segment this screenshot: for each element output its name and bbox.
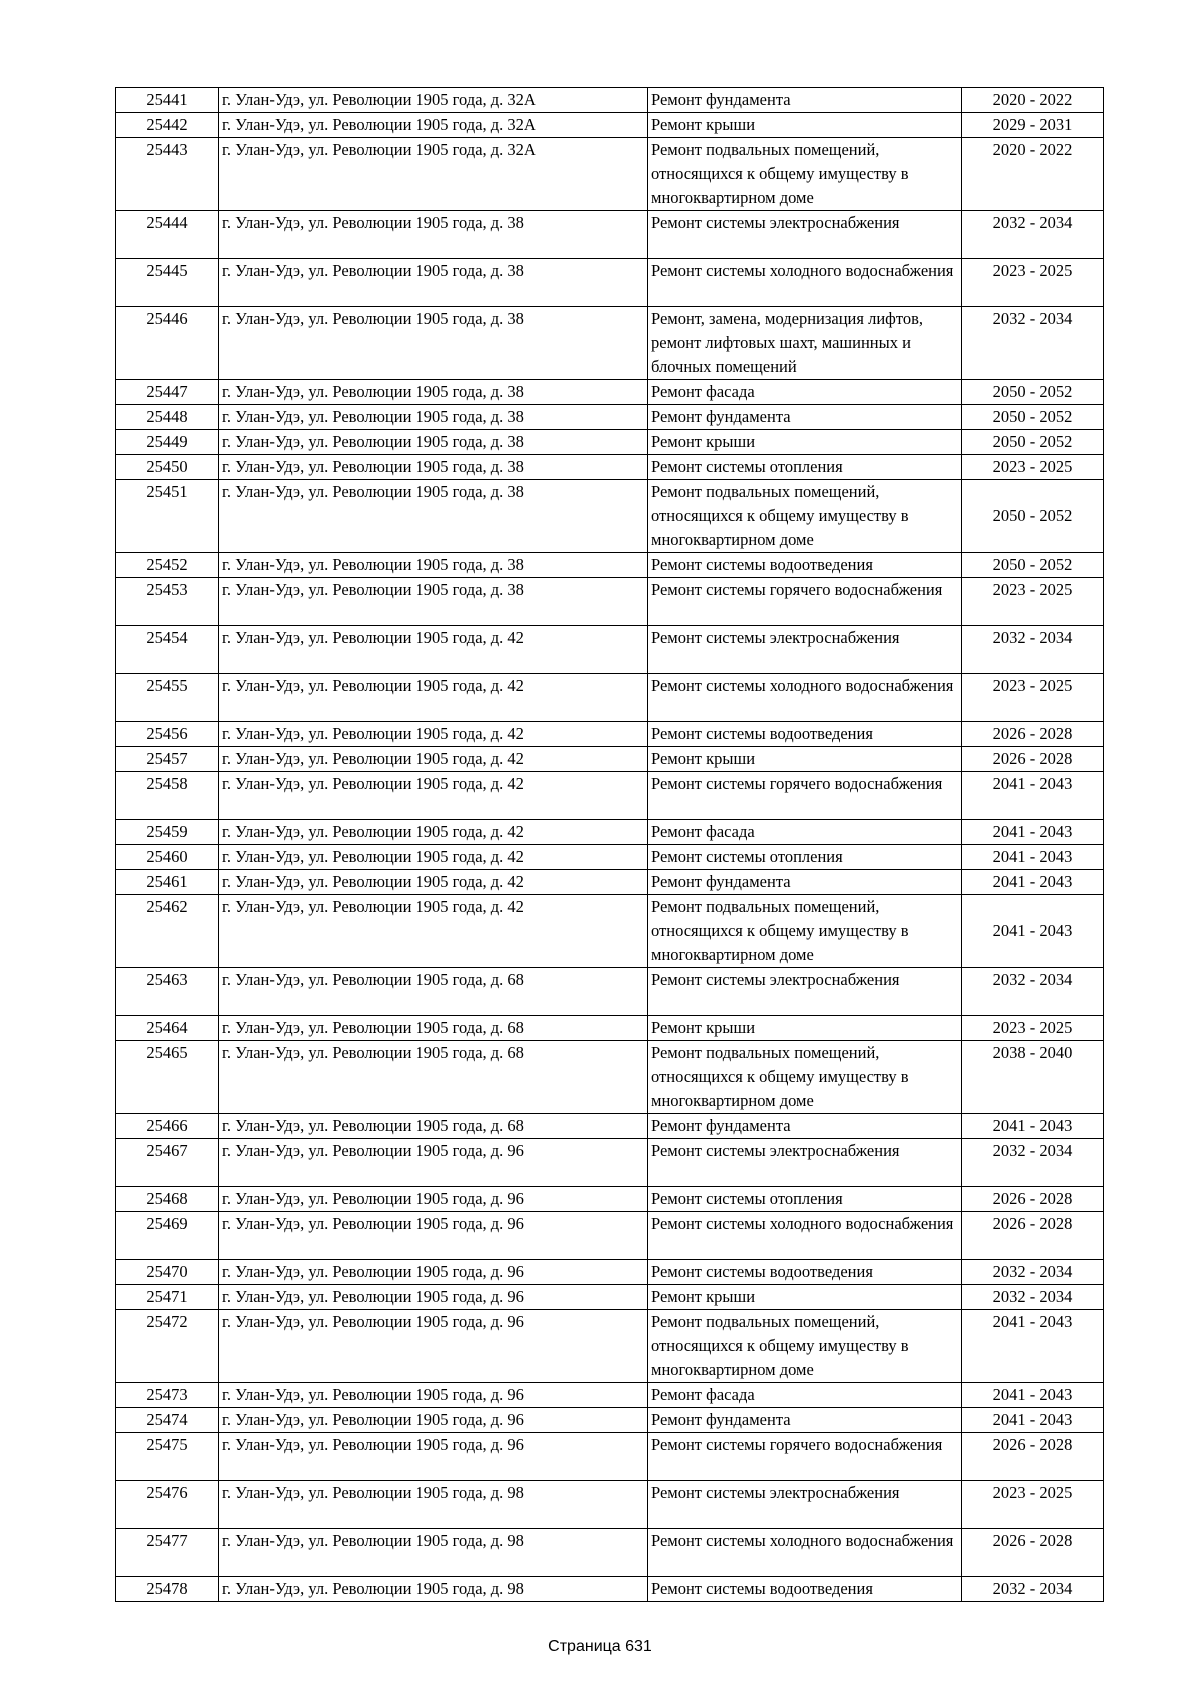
cell-period: 2038 - 2040 [962, 1041, 1104, 1114]
cell-number: 25459 [116, 820, 219, 845]
cell-period: 2032 - 2034 [962, 1285, 1104, 1310]
table-row [116, 870, 1104, 895]
table-row [116, 1577, 1104, 1602]
table-row [116, 578, 1104, 626]
cell-number: 25454 [116, 626, 219, 674]
cell-address: г. Улан-Удэ, ул. Революции 1905 года, д. 96 [219, 1310, 648, 1383]
cell-address: г. Улан-Удэ, ул. Революции 1905 года, д. 96 [219, 1212, 648, 1260]
cell-number: 25471 [116, 1285, 219, 1310]
cell-work-type: Ремонт системы горячего водоснабжения [648, 772, 962, 820]
cell-period: 2041 - 2043 [962, 845, 1104, 870]
cell-address: г. Улан-Удэ, ул. Революции 1905 года, д. 32А [219, 138, 648, 211]
cell-period: 2041 - 2043 [962, 1408, 1104, 1433]
page-number: Страница 631 [548, 1638, 652, 1655]
table-row [116, 1016, 1104, 1041]
table-row [116, 820, 1104, 845]
table-row [116, 405, 1104, 430]
cell-address: г. Улан-Удэ, ул. Революции 1905 года, д. 98 [219, 1481, 648, 1529]
cell-work-type: Ремонт системы холодного водоснабжения [648, 1529, 962, 1577]
cell-work-type: Ремонт системы электроснабжения [648, 626, 962, 674]
cell-number: 25465 [116, 1041, 219, 1114]
cell-number: 25446 [116, 307, 219, 380]
cell-period: 2032 - 2034 [962, 1139, 1104, 1187]
cell-work-type: Ремонт системы холодного водоснабжения [648, 1212, 962, 1260]
cell-period: 2050 - 2052 [962, 405, 1104, 430]
cell-number: 25453 [116, 578, 219, 626]
table-row [116, 1260, 1104, 1285]
cell-period: 2029 - 2031 [962, 113, 1104, 138]
cell-period: 2041 - 2043 [962, 1310, 1104, 1383]
table-row [116, 845, 1104, 870]
cell-number: 25444 [116, 211, 219, 259]
cell-period: 2023 - 2025 [962, 674, 1104, 722]
table-row [116, 1529, 1104, 1577]
cell-work-type: Ремонт фундамента [648, 1114, 962, 1139]
cell-address: г. Улан-Удэ, ул. Революции 1905 года, д. 68 [219, 1114, 648, 1139]
table-row [116, 968, 1104, 1016]
cell-number: 25460 [116, 845, 219, 870]
cell-number: 25452 [116, 553, 219, 578]
table-row [116, 1212, 1104, 1260]
table-row [116, 674, 1104, 722]
cell-work-type: Ремонт системы электроснабжения [648, 968, 962, 1016]
table-row [116, 259, 1104, 307]
cell-work-type: Ремонт подвальных помещений, относящихся к общему имуществу в многоквартирном доме [648, 138, 962, 211]
cell-address: г. Улан-Удэ, ул. Революции 1905 года, д. 96 [219, 1433, 648, 1481]
cell-period: 2032 - 2034 [962, 307, 1104, 380]
cell-address: г. Улан-Удэ, ул. Революции 1905 года, д. 38 [219, 259, 648, 307]
table-row [116, 1114, 1104, 1139]
cell-work-type: Ремонт фасада [648, 820, 962, 845]
cell-address: г. Улан-Удэ, ул. Революции 1905 года, д. 96 [219, 1408, 648, 1433]
cell-work-type: Ремонт системы отопления [648, 845, 962, 870]
table-row [116, 307, 1104, 380]
cell-period: 2026 - 2028 [962, 1433, 1104, 1481]
cell-work-type: Ремонт подвальных помещений, относящихся к общему имуществу в многоквартирном доме [648, 480, 962, 553]
cell-number: 25447 [116, 380, 219, 405]
cell-period: 2032 - 2034 [962, 626, 1104, 674]
cell-period: 2050 - 2052 [962, 430, 1104, 455]
table-row [116, 430, 1104, 455]
table-row [116, 895, 1104, 968]
cell-work-type: Ремонт крыши [648, 747, 962, 772]
cell-address: г. Улан-Удэ, ул. Революции 1905 года, д. 38 [219, 455, 648, 480]
cell-work-type: Ремонт системы горячего водоснабжения [648, 578, 962, 626]
cell-period: 2041 - 2043 [962, 1114, 1104, 1139]
cell-period: 2041 - 2043 [962, 820, 1104, 845]
cell-number: 25472 [116, 1310, 219, 1383]
cell-work-type: Ремонт системы горячего водоснабжения [648, 1433, 962, 1481]
cell-period: 2032 - 2034 [962, 1577, 1104, 1602]
cell-period: 2026 - 2028 [962, 1529, 1104, 1577]
cell-address: г. Улан-Удэ, ул. Революции 1905 года, д. 38 [219, 553, 648, 578]
table-row [116, 455, 1104, 480]
cell-work-type: Ремонт системы электроснабжения [648, 211, 962, 259]
cell-period: 2023 - 2025 [962, 455, 1104, 480]
cell-period: 2026 - 2028 [962, 722, 1104, 747]
cell-address: г. Улан-Удэ, ул. Революции 1905 года, д. 42 [219, 895, 648, 968]
cell-number: 25449 [116, 430, 219, 455]
cell-period: 2032 - 2034 [962, 1260, 1104, 1285]
cell-work-type: Ремонт фундамента [648, 870, 962, 895]
table-row [116, 626, 1104, 674]
cell-work-type: Ремонт подвальных помещений, относящихся к общему имуществу в многоквартирном доме [648, 1310, 962, 1383]
cell-period: 2032 - 2034 [962, 211, 1104, 259]
cell-period: 2032 - 2034 [962, 968, 1104, 1016]
table-row [116, 1187, 1104, 1212]
cell-work-type: Ремонт фундамента [648, 1408, 962, 1433]
cell-period: 2023 - 2025 [962, 1016, 1104, 1041]
cell-address: г. Улан-Удэ, ул. Революции 1905 года, д. 38 [219, 480, 648, 553]
cell-address: г. Улан-Удэ, ул. Революции 1905 года, д. 38 [219, 380, 648, 405]
cell-number: 25466 [116, 1114, 219, 1139]
cell-address: г. Улан-Удэ, ул. Революции 1905 года, д. 38 [219, 578, 648, 626]
cell-number: 25443 [116, 138, 219, 211]
cell-work-type: Ремонт системы водоотведения [648, 553, 962, 578]
cell-work-type: Ремонт фасада [648, 1383, 962, 1408]
table-body [116, 88, 1104, 1602]
cell-number: 25451 [116, 480, 219, 553]
cell-period: 2026 - 2028 [962, 1187, 1104, 1212]
cell-address: г. Улан-Удэ, ул. Революции 1905 года, д. 96 [219, 1139, 648, 1187]
cell-number: 25464 [116, 1016, 219, 1041]
table-row [116, 138, 1104, 211]
cell-address: г. Улан-Удэ, ул. Революции 1905 года, д. 38 [219, 405, 648, 430]
cell-address: г. Улан-Удэ, ул. Революции 1905 года, д. 32А [219, 113, 648, 138]
cell-address: г. Улан-Удэ, ул. Революции 1905 года, д. 98 [219, 1577, 648, 1602]
table-row [116, 1383, 1104, 1408]
cell-period: 2020 - 2022 [962, 88, 1104, 113]
cell-address: г. Улан-Удэ, ул. Революции 1905 года, д. 42 [219, 845, 648, 870]
cell-number: 25450 [116, 455, 219, 480]
table-row [116, 1310, 1104, 1383]
table-row [116, 553, 1104, 578]
cell-address: г. Улан-Удэ, ул. Революции 1905 года, д. 42 [219, 626, 648, 674]
cell-address: г. Улан-Удэ, ул. Революции 1905 года, д. 96 [219, 1187, 648, 1212]
cell-address: г. Улан-Удэ, ул. Революции 1905 года, д. 42 [219, 772, 648, 820]
table-row [116, 88, 1104, 113]
cell-number: 25455 [116, 674, 219, 722]
cell-work-type: Ремонт системы водоотведения [648, 1577, 962, 1602]
cell-address: г. Улан-Удэ, ул. Революции 1905 года, д. 42 [219, 747, 648, 772]
repair-schedule-table [115, 87, 1104, 1602]
cell-number: 25475 [116, 1433, 219, 1481]
cell-period: 2023 - 2025 [962, 259, 1104, 307]
cell-period: 2041 - 2043 [962, 1383, 1104, 1408]
cell-work-type: Ремонт фундамента [648, 405, 962, 430]
cell-address: г. Улан-Удэ, ул. Революции 1905 года, д. 42 [219, 820, 648, 845]
cell-work-type: Ремонт системы отопления [648, 1187, 962, 1212]
cell-work-type: Ремонт системы холодного водоснабжения [648, 674, 962, 722]
table-row [116, 747, 1104, 772]
cell-address: г. Улан-Удэ, ул. Революции 1905 года, д. 42 [219, 722, 648, 747]
cell-work-type: Ремонт системы электроснабжения [648, 1139, 962, 1187]
cell-number: 25474 [116, 1408, 219, 1433]
table-row [116, 1285, 1104, 1310]
cell-address: г. Улан-Удэ, ул. Революции 1905 года, д. 38 [219, 211, 648, 259]
cell-period: 2041 - 2043 [962, 870, 1104, 895]
table-row [116, 1139, 1104, 1187]
cell-number: 25457 [116, 747, 219, 772]
cell-address: г. Улан-Удэ, ул. Революции 1905 года, д. 68 [219, 968, 648, 1016]
cell-address: г. Улан-Удэ, ул. Революции 1905 года, д. 38 [219, 307, 648, 380]
cell-number: 25468 [116, 1187, 219, 1212]
cell-work-type: Ремонт фундамента [648, 88, 962, 113]
cell-address: г. Улан-Удэ, ул. Революции 1905 года, д. 38 [219, 430, 648, 455]
cell-number: 25476 [116, 1481, 219, 1529]
cell-number: 25478 [116, 1577, 219, 1602]
table-row [116, 1433, 1104, 1481]
table-row [116, 113, 1104, 138]
table-row [116, 722, 1104, 747]
cell-work-type: Ремонт системы холодного водоснабжения [648, 259, 962, 307]
cell-work-type: Ремонт крыши [648, 1016, 962, 1041]
cell-address: г. Улан-Удэ, ул. Революции 1905 года, д. 42 [219, 674, 648, 722]
cell-number: 25469 [116, 1212, 219, 1260]
cell-number: 25461 [116, 870, 219, 895]
cell-address: г. Улан-Удэ, ул. Революции 1905 года, д. 96 [219, 1285, 648, 1310]
cell-address: г. Улан-Удэ, ул. Революции 1905 года, д. 42 [219, 870, 648, 895]
cell-number: 25458 [116, 772, 219, 820]
cell-address: г. Улан-Удэ, ул. Революции 1905 года, д. 68 [219, 1041, 648, 1114]
cell-number: 25463 [116, 968, 219, 1016]
cell-period: 2050 - 2052 [962, 553, 1104, 578]
cell-number: 25470 [116, 1260, 219, 1285]
cell-period: 2050 - 2052 [962, 480, 1104, 553]
cell-period: 2041 - 2043 [962, 772, 1104, 820]
cell-number: 25445 [116, 259, 219, 307]
cell-work-type: Ремонт подвальных помещений, относящихся к общему имуществу в многоквартирном доме [648, 1041, 962, 1114]
table-row [116, 1481, 1104, 1529]
table-row [116, 480, 1104, 553]
cell-period: 2026 - 2028 [962, 747, 1104, 772]
cell-number: 25473 [116, 1383, 219, 1408]
cell-work-type: Ремонт крыши [648, 1285, 962, 1310]
cell-number: 25456 [116, 722, 219, 747]
cell-address: г. Улан-Удэ, ул. Революции 1905 года, д. 96 [219, 1383, 648, 1408]
table-row [116, 1041, 1104, 1114]
cell-address: г. Улан-Удэ, ул. Революции 1905 года, д. 96 [219, 1260, 648, 1285]
cell-work-type: Ремонт системы водоотведения [648, 722, 962, 747]
cell-period: 2023 - 2025 [962, 1481, 1104, 1529]
cell-number: 25467 [116, 1139, 219, 1187]
cell-period: 2020 - 2022 [962, 138, 1104, 211]
cell-work-type: Ремонт системы отопления [648, 455, 962, 480]
cell-address: г. Улан-Удэ, ул. Революции 1905 года, д. 32А [219, 88, 648, 113]
cell-period: 2041 - 2043 [962, 895, 1104, 968]
cell-work-type: Ремонт фасада [648, 380, 962, 405]
cell-period: 2026 - 2028 [962, 1212, 1104, 1260]
cell-work-type: Ремонт подвальных помещений, относящихся к общему имуществу в многоквартирном доме [648, 895, 962, 968]
table-row [116, 1408, 1104, 1433]
cell-number: 25442 [116, 113, 219, 138]
cell-number: 25448 [116, 405, 219, 430]
cell-number: 25462 [116, 895, 219, 968]
table-row [116, 380, 1104, 405]
cell-work-type: Ремонт крыши [648, 113, 962, 138]
cell-period: 2023 - 2025 [962, 578, 1104, 626]
cell-work-type: Ремонт крыши [648, 430, 962, 455]
cell-work-type: Ремонт системы электроснабжения [648, 1481, 962, 1529]
cell-address: г. Улан-Удэ, ул. Революции 1905 года, д. 98 [219, 1529, 648, 1577]
table-row [116, 211, 1104, 259]
cell-work-type: Ремонт системы водоотведения [648, 1260, 962, 1285]
cell-address: г. Улан-Удэ, ул. Революции 1905 года, д. 68 [219, 1016, 648, 1041]
cell-number: 25441 [116, 88, 219, 113]
cell-number: 25477 [116, 1529, 219, 1577]
cell-work-type: Ремонт, замена, модернизация лифтов, ремонт лифтовых шахт, машинных и блочных помещений [648, 307, 962, 380]
cell-period: 2050 - 2052 [962, 380, 1104, 405]
table-row [116, 772, 1104, 820]
